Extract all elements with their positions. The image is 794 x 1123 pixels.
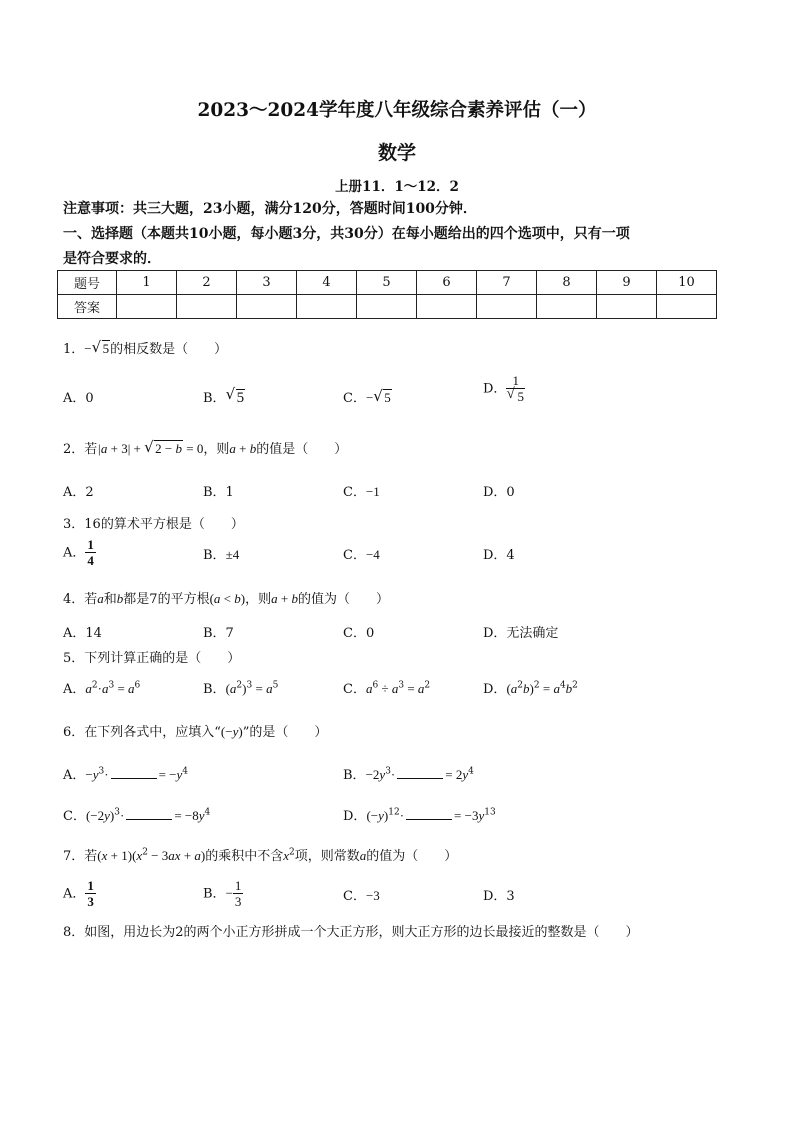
- q6-option-b[interactable]: B．$-2y^3\cdot = 2y^4$: [343, 766, 474, 783]
- answer-table: [57, 270, 717, 319]
- table-cell: 10: [657, 271, 717, 295]
- answer-cell[interactable]: [477, 295, 537, 319]
- q4-option-a[interactable]: A．14: [63, 626, 102, 641]
- notice-text: 注意事项：共三大题，23小题，满分120分，答题时间100分钟．: [63, 201, 477, 217]
- answer-cell[interactable]: [117, 295, 177, 319]
- q1-option-b[interactable]: B． √ 5: [203, 385, 245, 406]
- q2-option-b[interactable]: B．1: [203, 485, 234, 500]
- question-7: 7．若$(x + 1)(x^2 - 3ax + a)$的乘积中不含$x^2$项，则常数a的值为（ ）: [63, 847, 458, 864]
- table-cell: 5: [357, 271, 417, 295]
- table-cell: 2: [177, 271, 237, 295]
- table-cell: 4: [297, 271, 357, 295]
- answer-cell[interactable]: [597, 295, 657, 319]
- answer-cell[interactable]: [657, 295, 717, 319]
- q7-option-c[interactable]: C．−3: [343, 888, 380, 904]
- answer-cell[interactable]: [417, 295, 477, 319]
- q6-option-a[interactable]: A．$-y^3\cdot = -y^4$: [63, 766, 189, 783]
- section1-instructions: 一、选择题（本题共10小题，每小题3分，共30分）在每小题给出的四个选项中，只有一项: [63, 226, 630, 242]
- table-cell: 8: [537, 271, 597, 295]
- q2-option-a[interactable]: A．2: [63, 485, 94, 500]
- q2-option-d[interactable]: D．0: [483, 485, 515, 500]
- q3-option-d[interactable]: D．4: [483, 548, 515, 563]
- q5-option-b[interactable]: B．$(a^2)^3 = a^5$: [203, 680, 279, 697]
- table-row: [58, 271, 717, 295]
- answer-cell[interactable]: [297, 295, 357, 319]
- section1-instructions-cont: 是符合要求的．: [63, 251, 161, 267]
- page-title: 2023～2024学年度八年级综合素养评估（一）: [197, 100, 597, 121]
- q3-option-a[interactable]: A． $\frac{1}{4}$: [63, 537, 94, 568]
- table-cell: 1: [117, 271, 177, 295]
- q7-option-d[interactable]: D．3: [483, 889, 515, 904]
- question-6: 6．在下列各式中，应填入“(−y)”的是（ ）: [63, 724, 328, 740]
- answer-cell[interactable]: [237, 295, 297, 319]
- table-cell: 9: [597, 271, 657, 295]
- table-cell-label: 答案: [58, 295, 117, 319]
- q5-option-c[interactable]: C．$a^6 \div a^3 = a^2$: [343, 680, 431, 697]
- q6-option-c[interactable]: C．$(-2y)^3\cdot = -8y^4$: [63, 807, 211, 824]
- q1-option-d[interactable]: D． 1 √ 5: [483, 373, 524, 404]
- table-cell-label: 题号: [58, 271, 117, 295]
- q5-option-d[interactable]: D．$(a^2b)^2 = a^4b^2$: [483, 680, 578, 697]
- question-3: 3．16的算术平方根是（ ）: [63, 517, 244, 532]
- question-4: 4．若a和b都是7的平方根(a < b)，则a + b的值为（ ）: [63, 591, 389, 607]
- answer-cell[interactable]: [177, 295, 237, 319]
- table-cell: 3: [237, 271, 297, 295]
- q1-option-c[interactable]: C．− √ 5: [343, 387, 391, 406]
- table-cell: 7: [477, 271, 537, 295]
- answer-cell[interactable]: [537, 295, 597, 319]
- question-2: 2．若|a + 3| + √ 2 − b = 0，则a + b的值是（ ）: [63, 438, 348, 457]
- q1-option-a[interactable]: A．0: [63, 391, 94, 406]
- question-5: 5．下列计算正确的是（ ）: [63, 651, 241, 666]
- q7-option-b[interactable]: B．− $\frac{1}{3}$: [203, 878, 242, 909]
- scope-line: 上册11．1～12．2: [335, 179, 459, 195]
- table-row: [58, 295, 717, 319]
- q7-option-a[interactable]: A． $\frac{1}{3}$: [63, 878, 94, 909]
- q6-option-d[interactable]: D．$(-y)^{12}\cdot = -3y^{13}$: [343, 807, 496, 824]
- q4-option-c[interactable]: C．0: [343, 626, 375, 641]
- q3-option-b[interactable]: B．±4: [203, 547, 240, 563]
- question-1: 1．− √ 5的相反数是（ ）: [63, 338, 228, 357]
- subject-heading: 数学: [377, 142, 416, 164]
- q4-option-b[interactable]: B．7: [203, 626, 234, 641]
- q2-option-c[interactable]: C．−1: [343, 484, 380, 500]
- answer-cell[interactable]: [357, 295, 417, 319]
- table-cell: 6: [417, 271, 477, 295]
- q3-option-c[interactable]: C．−4: [343, 547, 380, 563]
- q4-option-d[interactable]: D．无法确定: [483, 626, 559, 641]
- question-8: 8．如图，用边长为2的两个小正方形拼成一个大正方形，则大正方形的边长最接近的整数是（ ）: [63, 925, 639, 940]
- q5-option-a[interactable]: A．$a^2\cdot a^3 = a^6$: [63, 680, 141, 697]
